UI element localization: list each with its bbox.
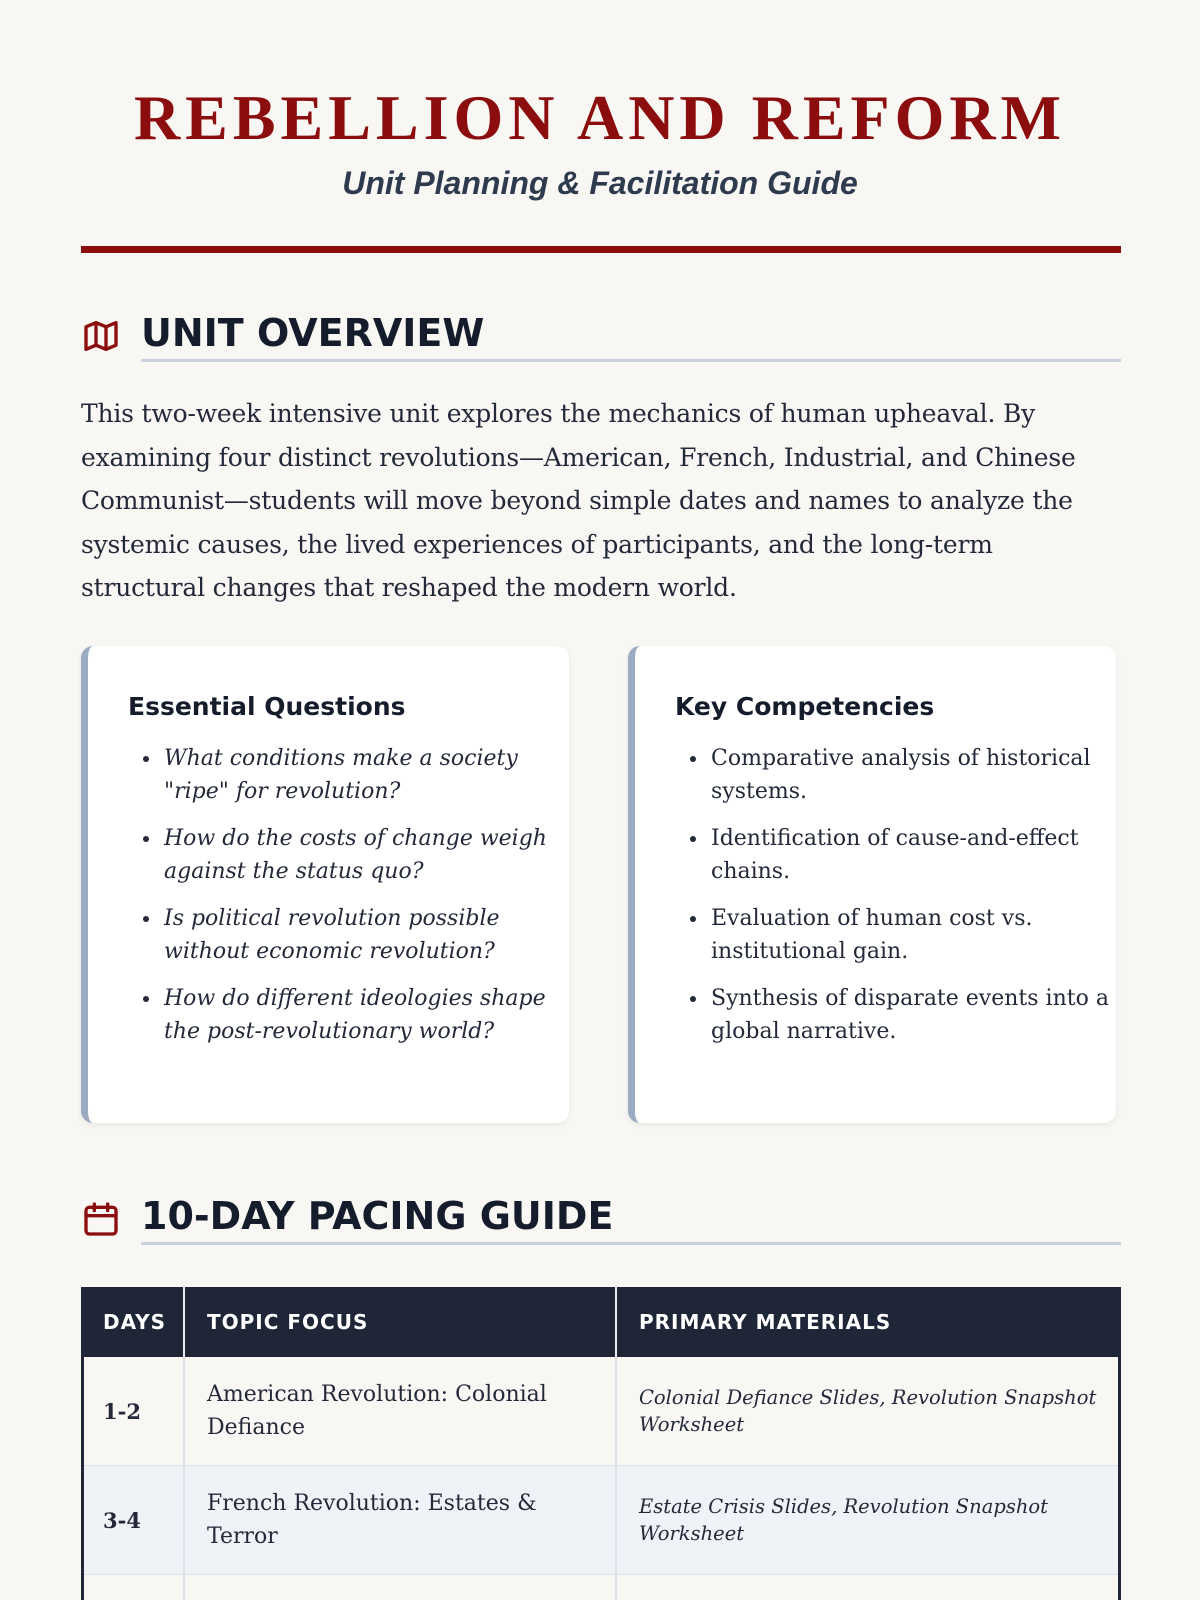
table-header-row (81, 1287, 1121, 1357)
key-competencies-heading: Key Competencies (675, 692, 935, 721)
list-item: • Evaluation of human cost vs. institutional gain. (709, 902, 1109, 968)
section-divider (141, 359, 1121, 362)
pacing-section-header (81, 1193, 1121, 1245)
days-cell: 1-2 (81, 1357, 184, 1466)
list-item: • What conditions make a society "ripe" for revolution? (162, 742, 562, 808)
topic-cell: French Revolution: Estates & Terror (184, 1466, 616, 1575)
list-item: • Comparative analysis of historical systems. (709, 742, 1109, 808)
materials-cell: Colonial Defiance Slides, Revolution Snapshot Worksheet (616, 1357, 1121, 1466)
materials-cell (616, 1575, 1121, 1600)
map-icon (81, 316, 121, 356)
table-row (81, 1357, 1121, 1466)
pacing-table (81, 1287, 1121, 1600)
list-item: • How do different ideologies shape the post-revolutionary world? (162, 982, 562, 1048)
overview-section-header (81, 310, 1121, 362)
document-subtitle: Unit Planning & Facilitation Guide (342, 165, 858, 201)
list-item: • Identification of cause-and-effect chains. (709, 822, 1109, 888)
overview-paragraph: This two-week intensive unit explores the mechanics of human upheaval. By examining four distinct revolutions—American, French, Industrial, and Chinese Communist—students will move beyond simple dates and names to analyze the systemic causes, the lived experiences of participants, and the long-term structural changes that reshaped the modern world. (81, 399, 1076, 602)
key-competencies-card (628, 646, 1116, 1123)
table-row (81, 1575, 1121, 1600)
essential-questions-list (128, 742, 562, 1062)
document-title: REBELLION AND REFORM (133, 82, 1067, 153)
title-divider (81, 246, 1121, 253)
overview-heading: UNIT OVERVIEW (141, 311, 485, 355)
table-row (81, 1466, 1121, 1575)
key-competencies-list (675, 742, 1109, 1062)
column-header-topic: TOPIC FOCUS (184, 1287, 616, 1357)
essential-questions-heading: Essential Questions (128, 692, 406, 721)
list-item: • Synthesis of disparate events into a global narrative. (709, 982, 1109, 1048)
topic-cell: American Revolution: Colonial Defiance (184, 1357, 616, 1466)
materials-cell: Estate Crisis Slides, Revolution Snapshot Worksheet (616, 1466, 1121, 1575)
section-divider (141, 1242, 1121, 1245)
topic-cell (184, 1575, 616, 1600)
calendar-icon (81, 1199, 121, 1239)
column-header-materials: PRIMARY MATERIALS (616, 1287, 1121, 1357)
list-item: • Is political revolution possible without economic revolution? (162, 902, 562, 968)
essential-questions-card (81, 646, 569, 1123)
list-item: • How do the costs of change weigh against the status quo? (162, 822, 562, 888)
days-cell: 3-4 (81, 1466, 184, 1575)
days-cell (81, 1575, 184, 1600)
column-header-days: DAYS (81, 1287, 184, 1357)
pacing-heading: 10-DAY PACING GUIDE (141, 1194, 614, 1238)
